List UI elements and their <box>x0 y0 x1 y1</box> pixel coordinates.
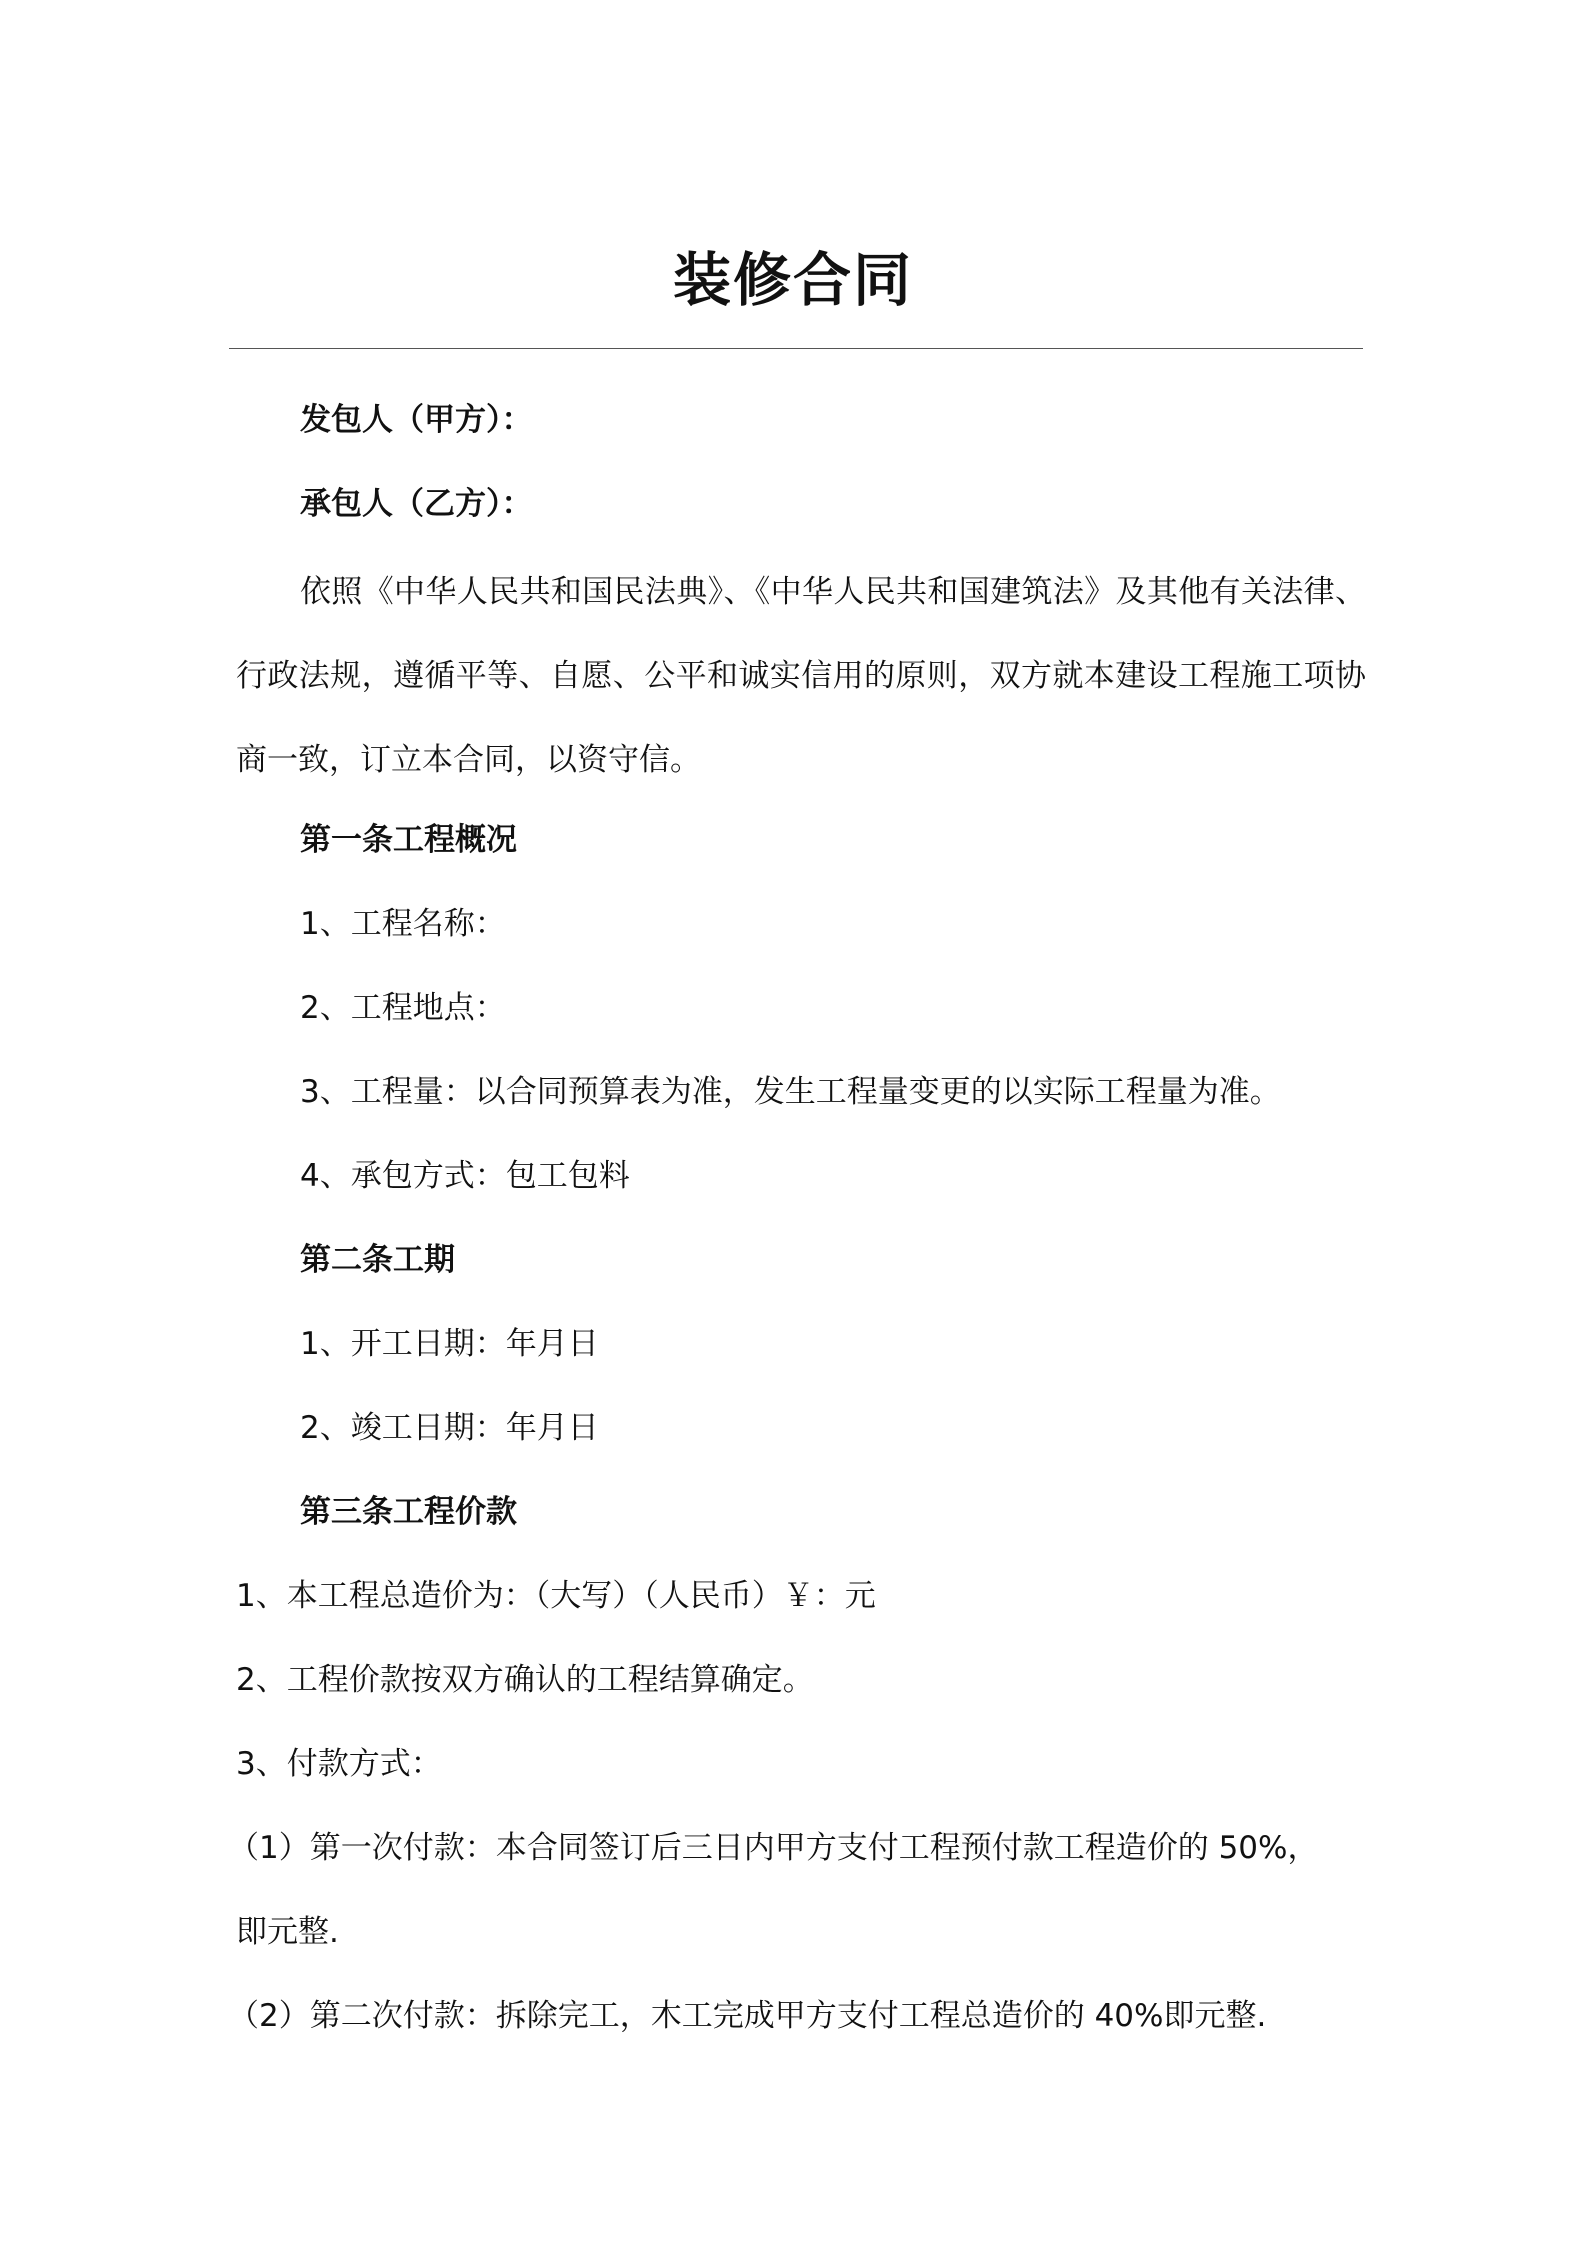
article-1-item-1: 1、工程名称： <box>300 906 506 942</box>
title-divider <box>229 348 1363 349</box>
payment-2: （2）第二次付款：拆除完工，木工完成甲方支付工程总造价的 40%即元整. <box>228 1998 1267 2034</box>
payment-1-line-2: 即元整. <box>236 1914 339 1950</box>
article-1-heading: 第一条工程概况 <box>300 822 517 858</box>
article-3-item-3: 3、付款方式： <box>236 1746 442 1782</box>
article-1-item-4: 4、承包方式：包工包料 <box>300 1158 630 1194</box>
article-2-item-2: 2、竣工日期：年月日 <box>300 1410 599 1446</box>
article-3-item-2: 2、工程价款按双方确认的工程结算确定。 <box>236 1662 814 1698</box>
article-3-heading: 第三条工程价款 <box>300 1494 517 1530</box>
party-b-label: 承包人（乙方）： <box>300 486 533 522</box>
payment-1-line-1: （1）第一次付款：本合同签订后三日内甲方支付工程预付款工程造价的 50%， <box>228 1830 1319 1866</box>
article-1-item-2: 2、工程地点： <box>300 990 506 1026</box>
article-2-heading: 第二条工期 <box>300 1242 455 1278</box>
preamble-paragraph: 依照《中华人民共和国民法典》、《中华人民共和国建筑法》及其他有关法律、行政法规，遵循平等、自愿、公平和诚实信用的原则，双方就本建设工程施工项协商一致，订立本合同，以资守信。 <box>236 574 1366 778</box>
document-title: 装修合同 <box>672 246 913 314</box>
party-a-label: 发包人（甲方）： <box>300 402 533 438</box>
article-1-item-3: 3、工程量：以合同预算表为准，发生工程量变更的以实际工程量为准。 <box>300 1074 1281 1110</box>
article-3-item-1: 1、本工程总造价为：（大写）（人民币）￥：元 <box>236 1578 876 1614</box>
article-2-item-1: 1、开工日期：年月日 <box>300 1326 599 1362</box>
